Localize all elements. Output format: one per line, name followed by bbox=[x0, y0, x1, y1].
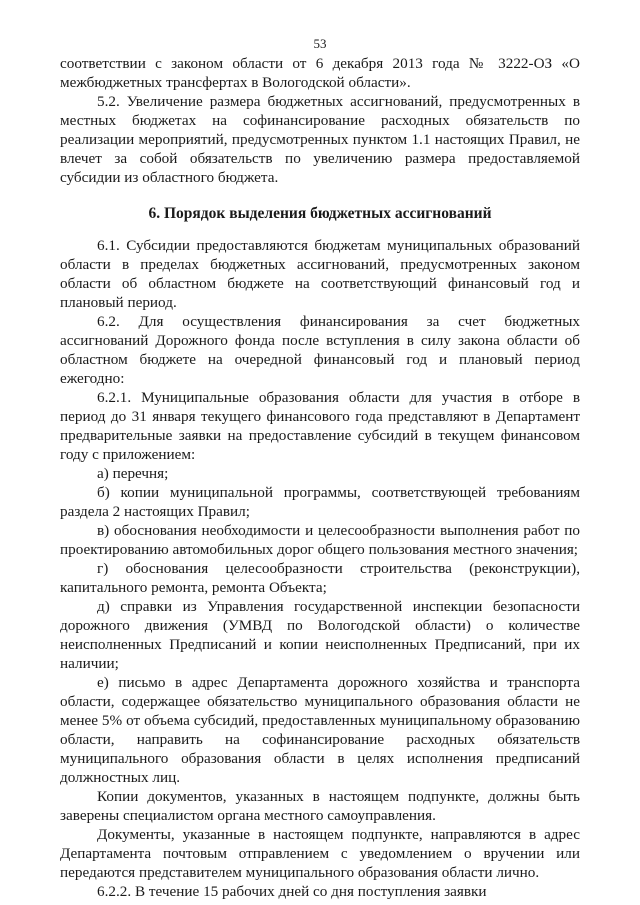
page-number: 53 bbox=[313, 36, 327, 51]
paragraph-6-1: 6.1. Субсидии предоставляются бюджетам муниципальных образований области в пределах бюджетных ассигнований, предусмотренных законом области об областном бюджете на соответствующий финансовый год и плановый период. bbox=[60, 237, 580, 311]
list-item-v: в) обоснования необходимости и целесообразности выполнения работ по проектированию автомобильных дорог общего пользования местного значения; bbox=[60, 522, 580, 558]
list-item-d: д) справки из Управления государственной инспекции безопасности дорожного движения (УМВД по Вологодской области) о количестве неисполненных Предписаний и копии неисполненных Предписаний, при их наличии; bbox=[60, 598, 580, 672]
paragraph-6-2-1: 6.2.1. Муниципальные образования области для участия в отборе в период до 31 января текущего финансового года представляют в Департамент предварительные заявки на предоставление субсидий в текущем финансовом году с приложением: bbox=[60, 389, 580, 463]
section-6-heading: 6. Порядок выделения бюджетных ассигнований bbox=[148, 205, 492, 222]
copies-note: Копии документов, указанных в настоящем подпункте, должны быть заверены специалистом органа местного самоуправления. bbox=[60, 788, 580, 824]
paragraph-6-2: 6.2. Для осуществления финансирования за счет бюджетных ассигнований Дорожного фонда после вступления в силу закона области об областном бюджете на очередной финансовый год и плановый период ежегодно: bbox=[60, 313, 580, 387]
list-item-b: б) копии муниципальной программы, соответствующей требованиям раздела 2 настоящих Правил; bbox=[60, 484, 580, 520]
document-body bbox=[60, 54, 580, 901]
section-5-continuation: соответствии с законом области от 6 декабря 2013 года № 3222-ОЗ «О межбюджетных трансфертах в Вологодской области». bbox=[60, 55, 580, 91]
paragraph-5-2: 5.2. Увеличение размера бюджетных ассигнований, предусмотренных в местных бюджетах на софинансирование расходных обязательств по реализации мероприятий, предусмотренных пунктом 1.1 настоящих Правил, не влечет за собой обязательств по увеличению размера предоставляемой субсидии из областного бюджета. bbox=[60, 93, 580, 186]
paragraph-6-2-2: 6.2.2. В течение 15 рабочих дней со дня поступления заявки bbox=[97, 883, 487, 900]
list-item-e: е) письмо в адрес Департамента дорожного хозяйства и транспорта области, содержащее обязательство муниципального образования области не менее 5% от объема субсидий, предоставленных муниципальному образованию области, направить на софинансирование расходных обязательств муниципального образования области в целях исполнения предписаний должностных лиц. bbox=[60, 674, 580, 786]
documents-note: Документы, указанные в настоящем подпункте, направляются в адрес Департамента почтовым отправлением с уведомлением о вручении или передаются представителем муниципального образования области лично. bbox=[60, 826, 580, 881]
list-item-g: г) обоснования целесообразности строительства (реконструкции), капитального ремонта, ремонта Объекта; bbox=[60, 560, 580, 596]
list-item-a: а) перечня; bbox=[97, 465, 169, 482]
